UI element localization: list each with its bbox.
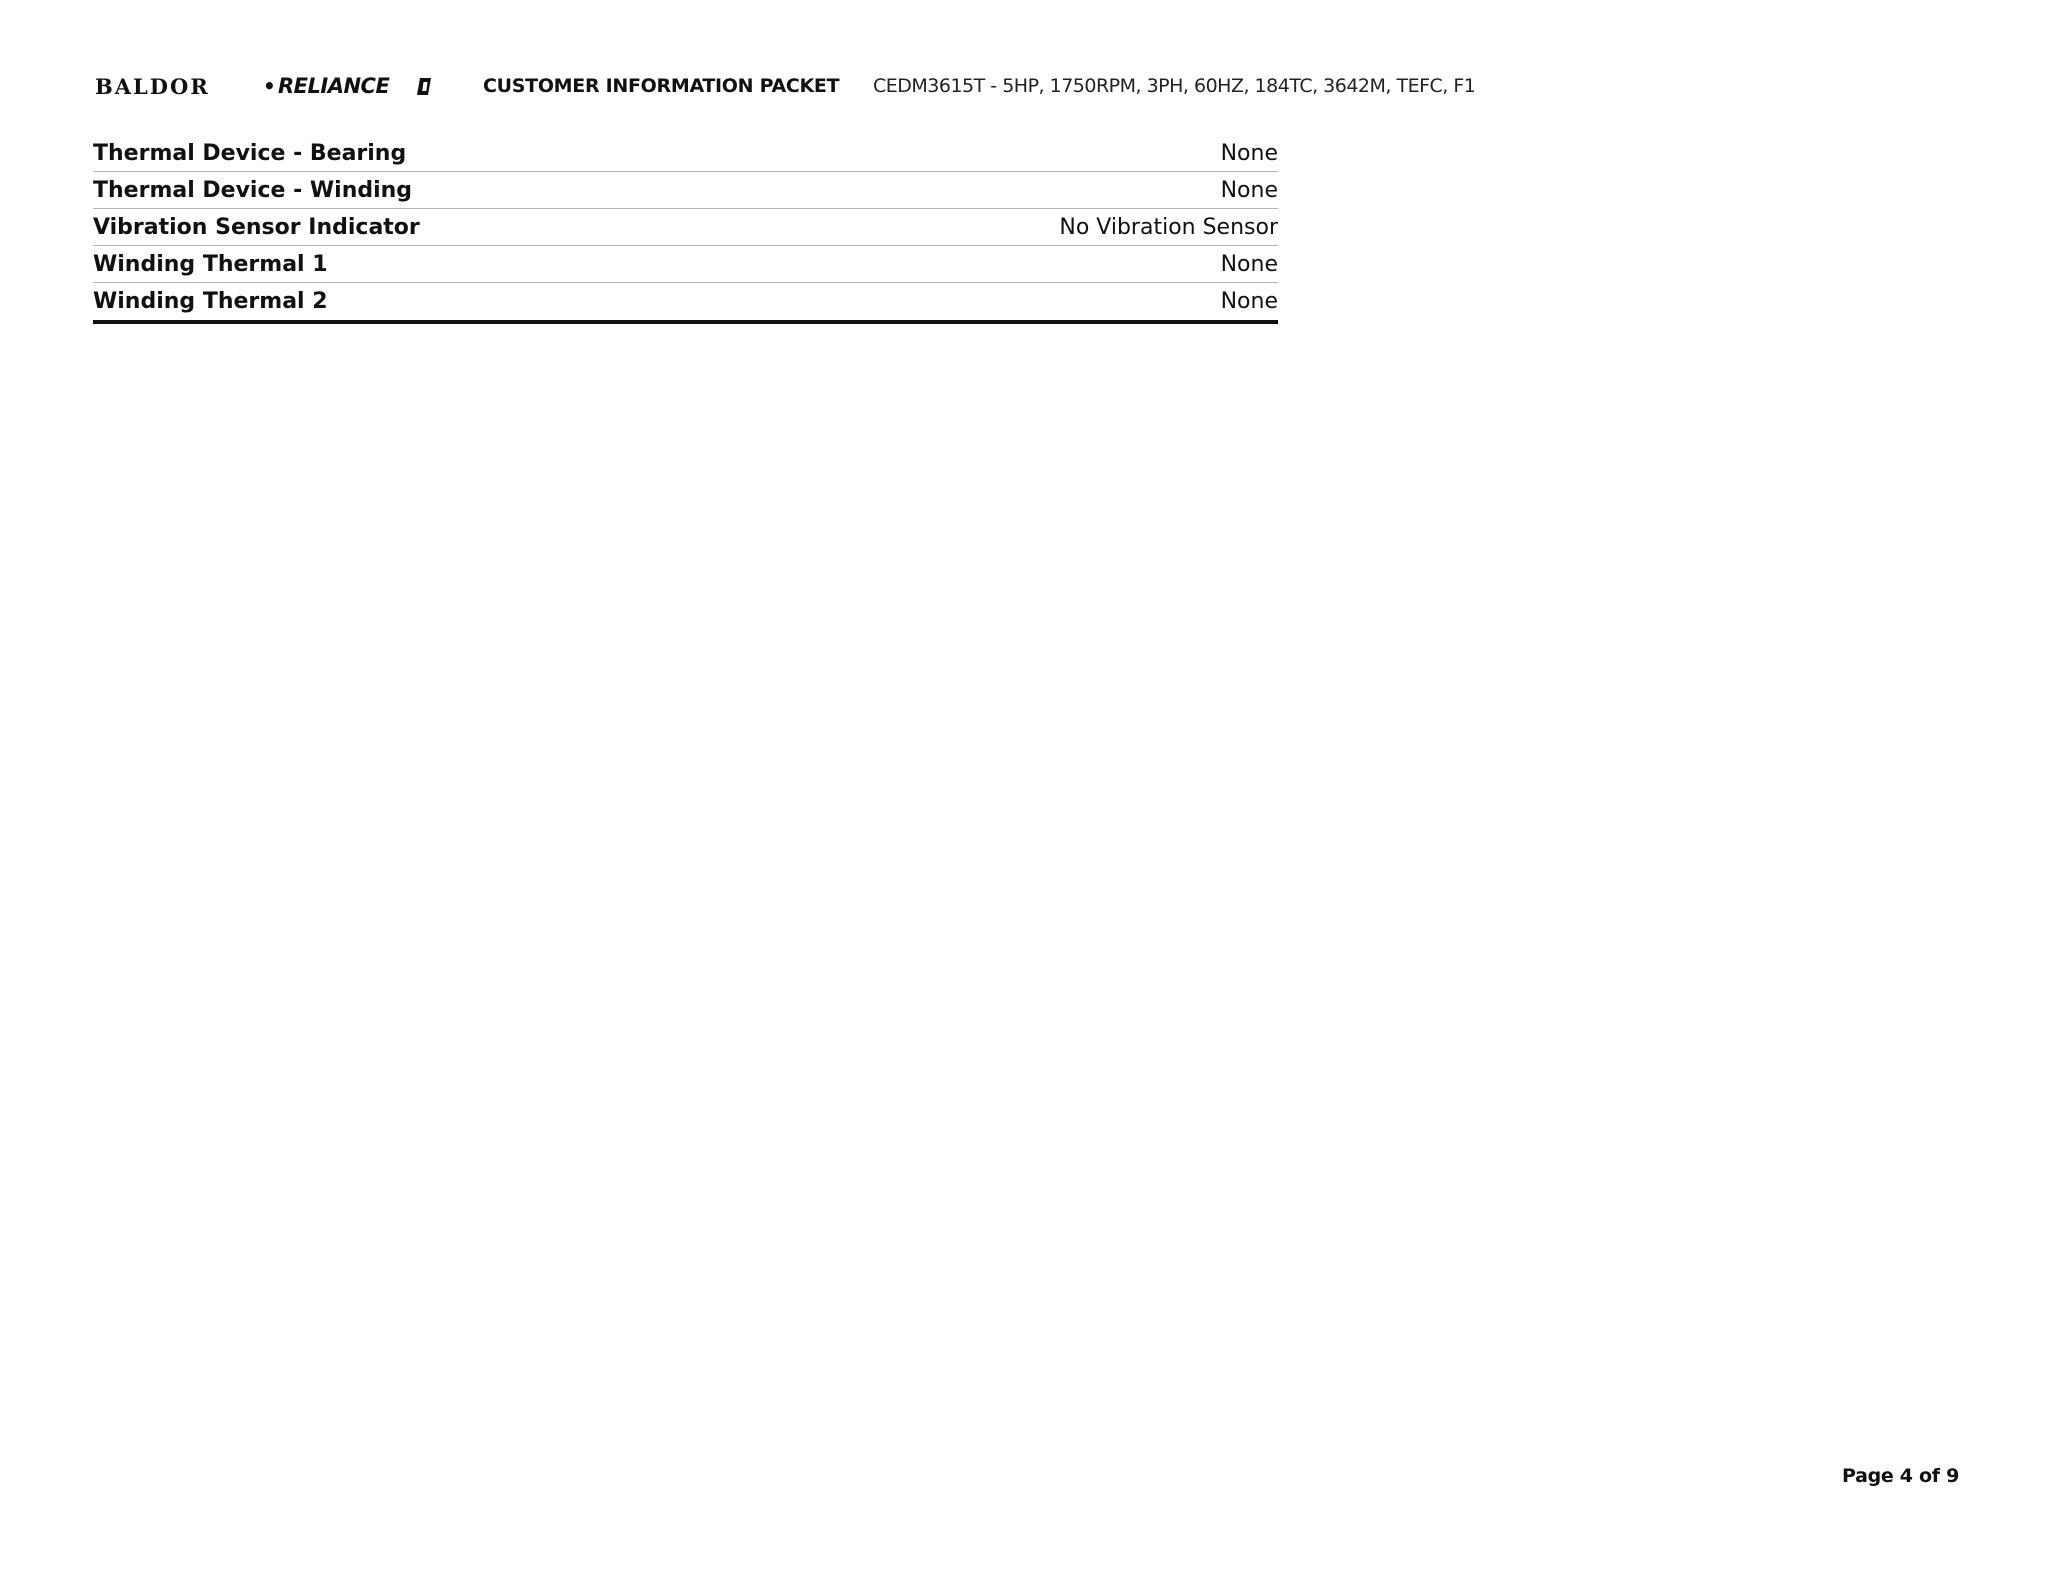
spec-label: Winding Thermal 2 — [93, 289, 328, 314]
spec-row — [93, 135, 1278, 172]
logo-baldor-text: BALDOR — [95, 74, 210, 99]
logo-separator: • — [263, 74, 276, 98]
spec-label: Thermal Device - Winding — [93, 177, 413, 203]
spec-value: None — [1220, 177, 1278, 203]
page-header — [95, 72, 1695, 102]
spec-row — [93, 246, 1278, 283]
spec-row — [93, 209, 1278, 246]
reliance-r-mark-icon — [417, 78, 431, 95]
logo-reliance-text: RELIANCE — [278, 74, 390, 98]
spec-label: Vibration Sensor Indicator — [93, 214, 420, 240]
spec-value: None — [1220, 289, 1278, 314]
spec-row — [93, 172, 1278, 209]
page-number: Page 4 of 9 — [1841, 1465, 1959, 1487]
product-description: CEDM3615T - 5HP, 1750RPM, 3PH, 60HZ, 184TC, 3642M, TEFC, F1 — [873, 75, 1476, 97]
spec-value: No Vibration Sensor — [1059, 214, 1278, 240]
spec-label: Winding Thermal 1 — [93, 251, 328, 277]
spec-row — [93, 283, 1278, 320]
spec-table — [93, 135, 1278, 324]
spec-value: None — [1220, 251, 1278, 277]
spec-label: Thermal Device - Bearing — [93, 140, 407, 166]
spec-value: None — [1220, 140, 1278, 166]
packet-title: CUSTOMER INFORMATION PACKET — [483, 75, 840, 97]
